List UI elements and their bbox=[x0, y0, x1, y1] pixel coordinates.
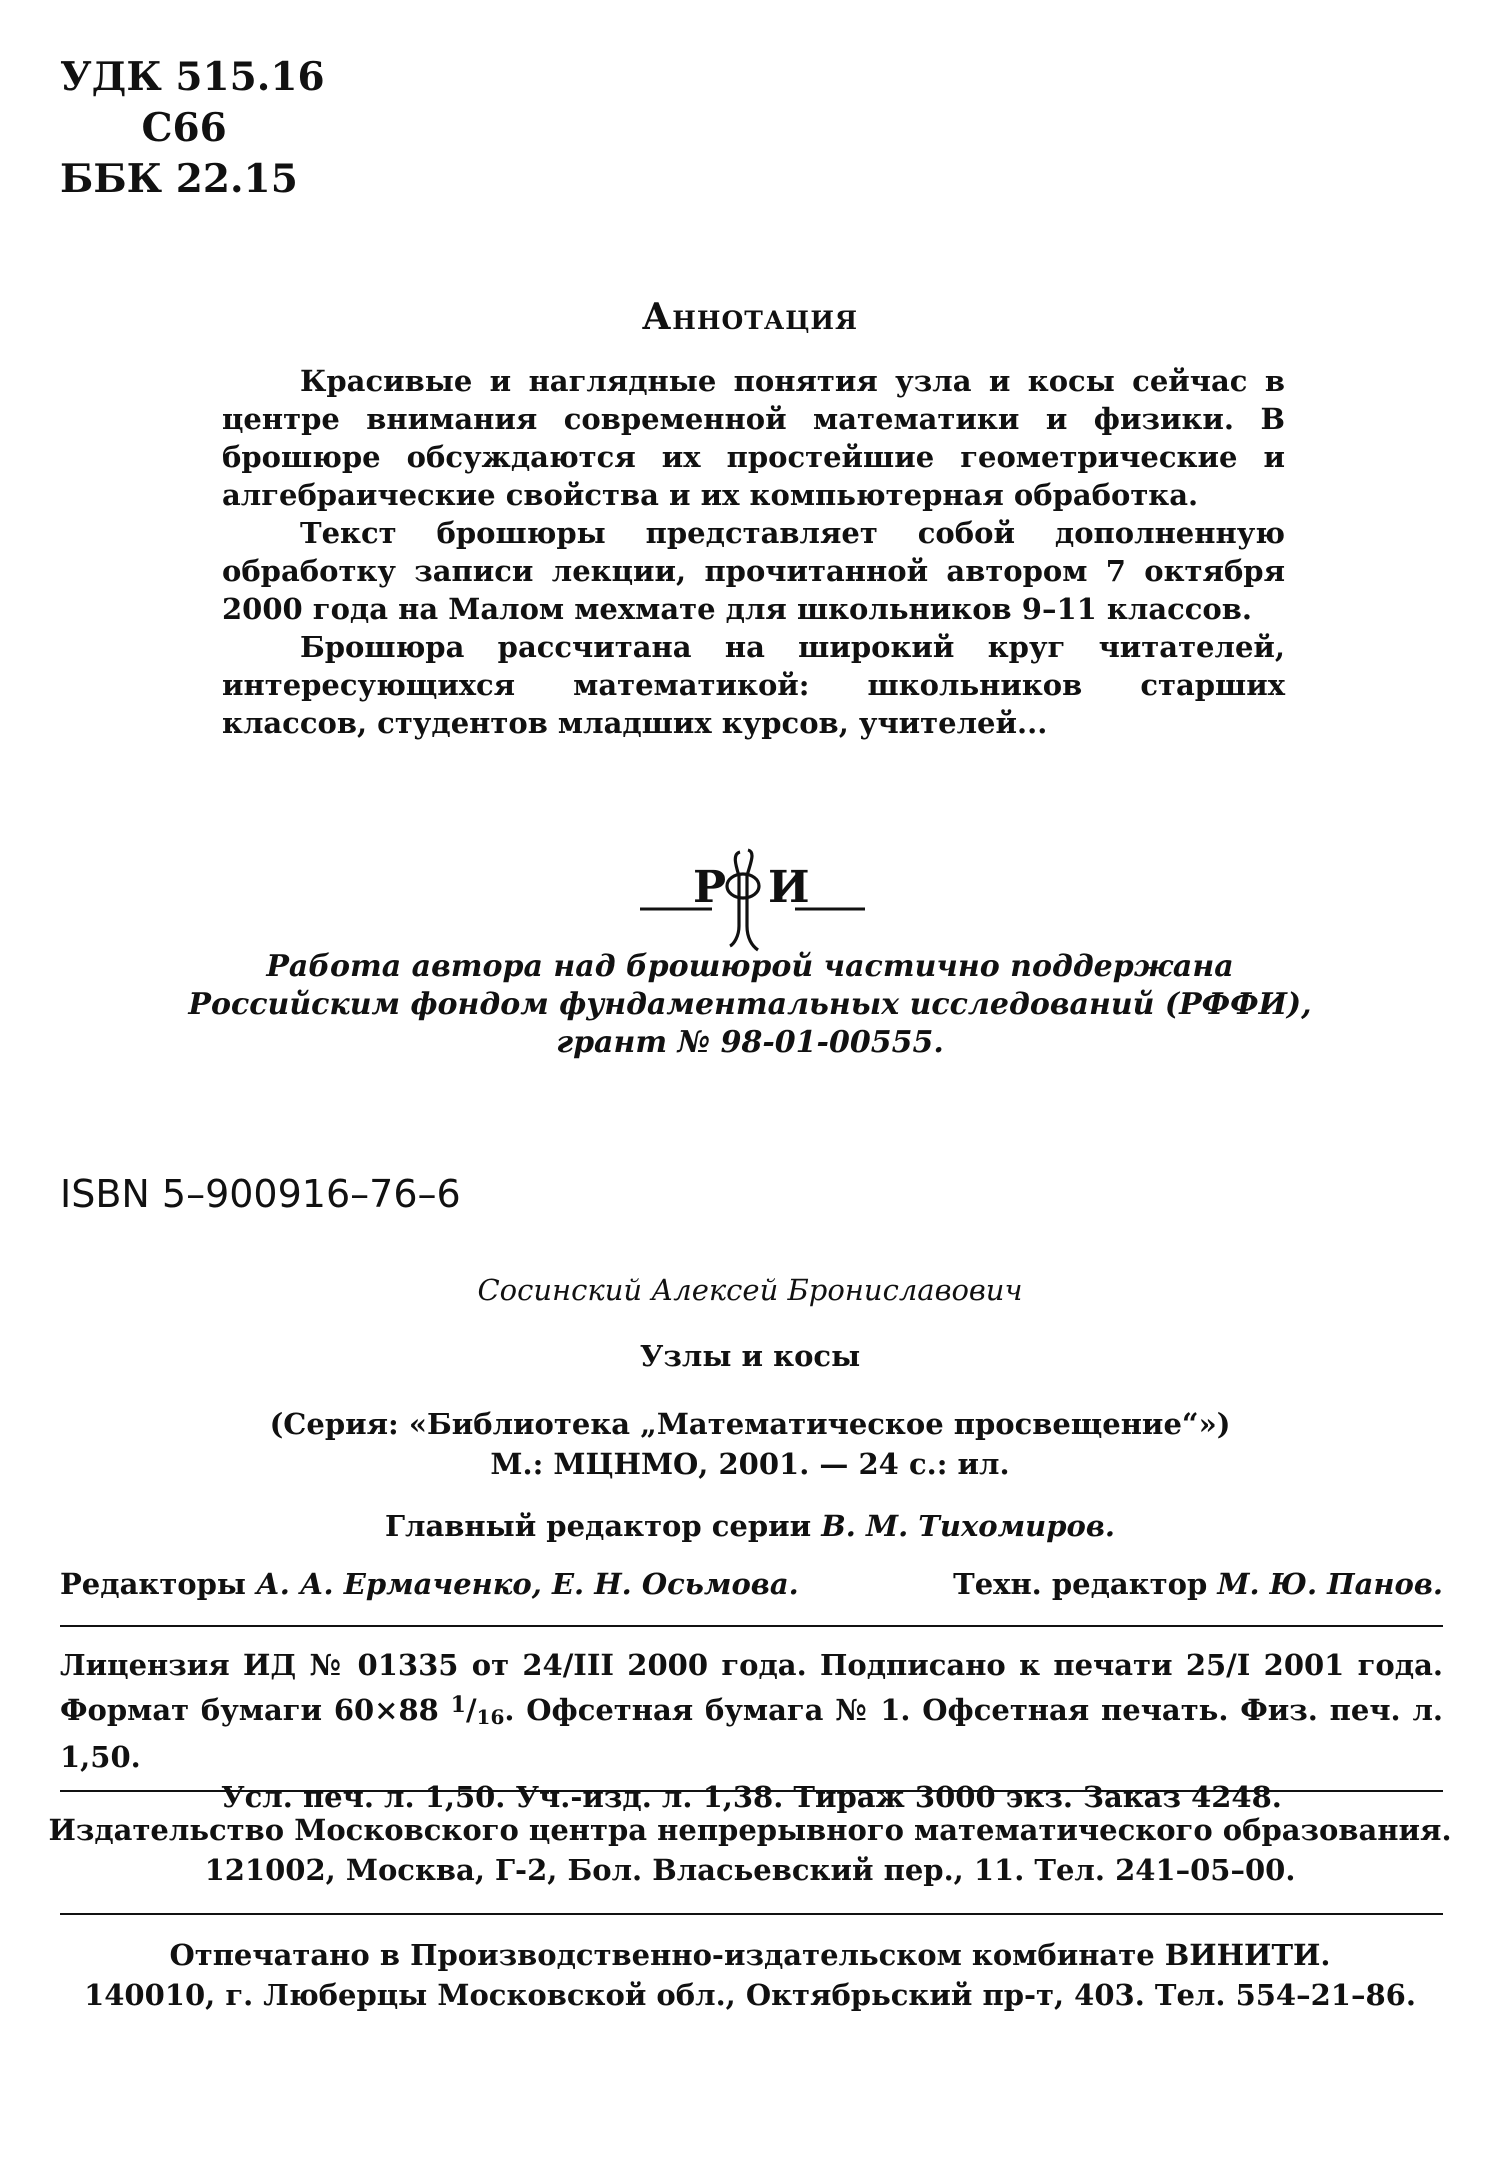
chief-editor-name: В. М. Тихомиров. bbox=[821, 1509, 1116, 1543]
printer-line-1: Отпечатано в Производственно-издательском комбинате ВИНИТИ. bbox=[169, 1938, 1331, 1972]
publisher-block bbox=[0, 1810, 1500, 1890]
editors-names: А. А. Ермаченко, Е. Н. Осьмова. bbox=[256, 1567, 799, 1601]
tech-editor-name: М. Ю. Панов. bbox=[1217, 1567, 1443, 1601]
book-title: Узлы и косы bbox=[639, 1339, 861, 1373]
chief-editor-label: Главный редактор серии bbox=[384, 1509, 812, 1543]
logo-letter-r: Р bbox=[693, 862, 727, 913]
annotation-paragraph: Красивые и наглядные понятия узла и косы сейчас в центре внимания современной математики и физики. В брошюре обсуждаются их простейшие геометрические и алгебраические свойства и их компьютерная обработка. bbox=[222, 364, 1285, 512]
divider bbox=[60, 1790, 1443, 1792]
udk-code: УДК 515.16 bbox=[60, 54, 325, 100]
divider bbox=[60, 1625, 1443, 1627]
book-author: Сосинский Алексей Брониславович bbox=[477, 1273, 1023, 1307]
annotation-paragraph: Брошюра рассчитана на широкий круг читателей, интересующихся математикой: школьников старших классов, студентов младших курсов, учителей... bbox=[222, 630, 1285, 740]
tech-editor bbox=[953, 1564, 1443, 1604]
series-line: (Серия: «Библиотека „Математическое просвещение“») bbox=[269, 1407, 1231, 1441]
publisher-line-2: 121002, Москва, Г-2, Бол. Власьевский пер., 11. Тел. 241–05–00. bbox=[204, 1853, 1296, 1887]
paper-details: . Офсетная бумага № 1. Офсетная печать. Физ. печ. л. 1,50. bbox=[60, 1693, 1443, 1774]
printer-block bbox=[0, 1935, 1500, 2015]
annotation-text bbox=[222, 362, 1285, 742]
grant-line-2: Российским фондом фундаментальных исследований (РФФИ), bbox=[188, 987, 1312, 1022]
logo-fita-icon bbox=[727, 850, 759, 950]
isbn: ISBN 5–900916–76–6 bbox=[60, 1172, 461, 1216]
imprint-line: М.: МЦНМО, 2001. — 24 с.: ил. bbox=[490, 1447, 1010, 1481]
editors-label: Редакторы bbox=[60, 1567, 246, 1601]
fraction-numerator: 1 bbox=[450, 1692, 466, 1718]
license-line-3: Усл. печ. л. 1,50. Уч.-изд. л. 1,38. Тираж 3000 экз. Заказ 4248. bbox=[221, 1780, 1282, 1814]
logo-letter-i: И bbox=[768, 862, 810, 913]
grant-line-1: Работа автора над брошюрой частично поддержана bbox=[266, 949, 1234, 984]
format-fraction: $^1/_{16}$ bbox=[450, 1692, 505, 1729]
printer-line-2: 140010, г. Люберцы Московской обл., Октябрьский пр-т, 403. Тел. 554–21–86. bbox=[84, 1978, 1416, 2012]
license-line-2 bbox=[60, 1685, 1443, 1777]
classification-block bbox=[60, 52, 325, 205]
publisher-line-1: Издательство Московского центра непрерывного математического образования. bbox=[48, 1813, 1452, 1847]
editors-line bbox=[60, 1564, 1443, 1604]
license-line-1: Лицензия ИД № 01335 от 24/III 2000 года. Подписано к печати 25/I 2001 года. bbox=[60, 1648, 1443, 1682]
tech-editor-label: Техн. редактор bbox=[953, 1567, 1208, 1601]
annotation-title: Аннотация bbox=[641, 296, 859, 338]
chief-editor bbox=[0, 1506, 1500, 1546]
divider bbox=[60, 1913, 1443, 1915]
grant-note bbox=[0, 948, 1500, 1062]
annotation-paragraph: Текст брошюры представляет собой дополненную обработку записи лекции, прочитанной автором 7 октября 2000 года на Малом мехмате для школьников 9–11 классов. bbox=[222, 516, 1285, 626]
bbk-code: ББК 22.15 bbox=[60, 156, 298, 202]
grant-line-3: грант № 98-01-00555. bbox=[556, 1025, 944, 1060]
paper-format: Формат бумаги 60×88 bbox=[60, 1693, 439, 1727]
book-series bbox=[0, 1404, 1500, 1484]
author-sign-code: С66 bbox=[60, 105, 227, 151]
fraction-denominator: 16 bbox=[476, 1705, 505, 1729]
editors bbox=[60, 1564, 799, 1604]
